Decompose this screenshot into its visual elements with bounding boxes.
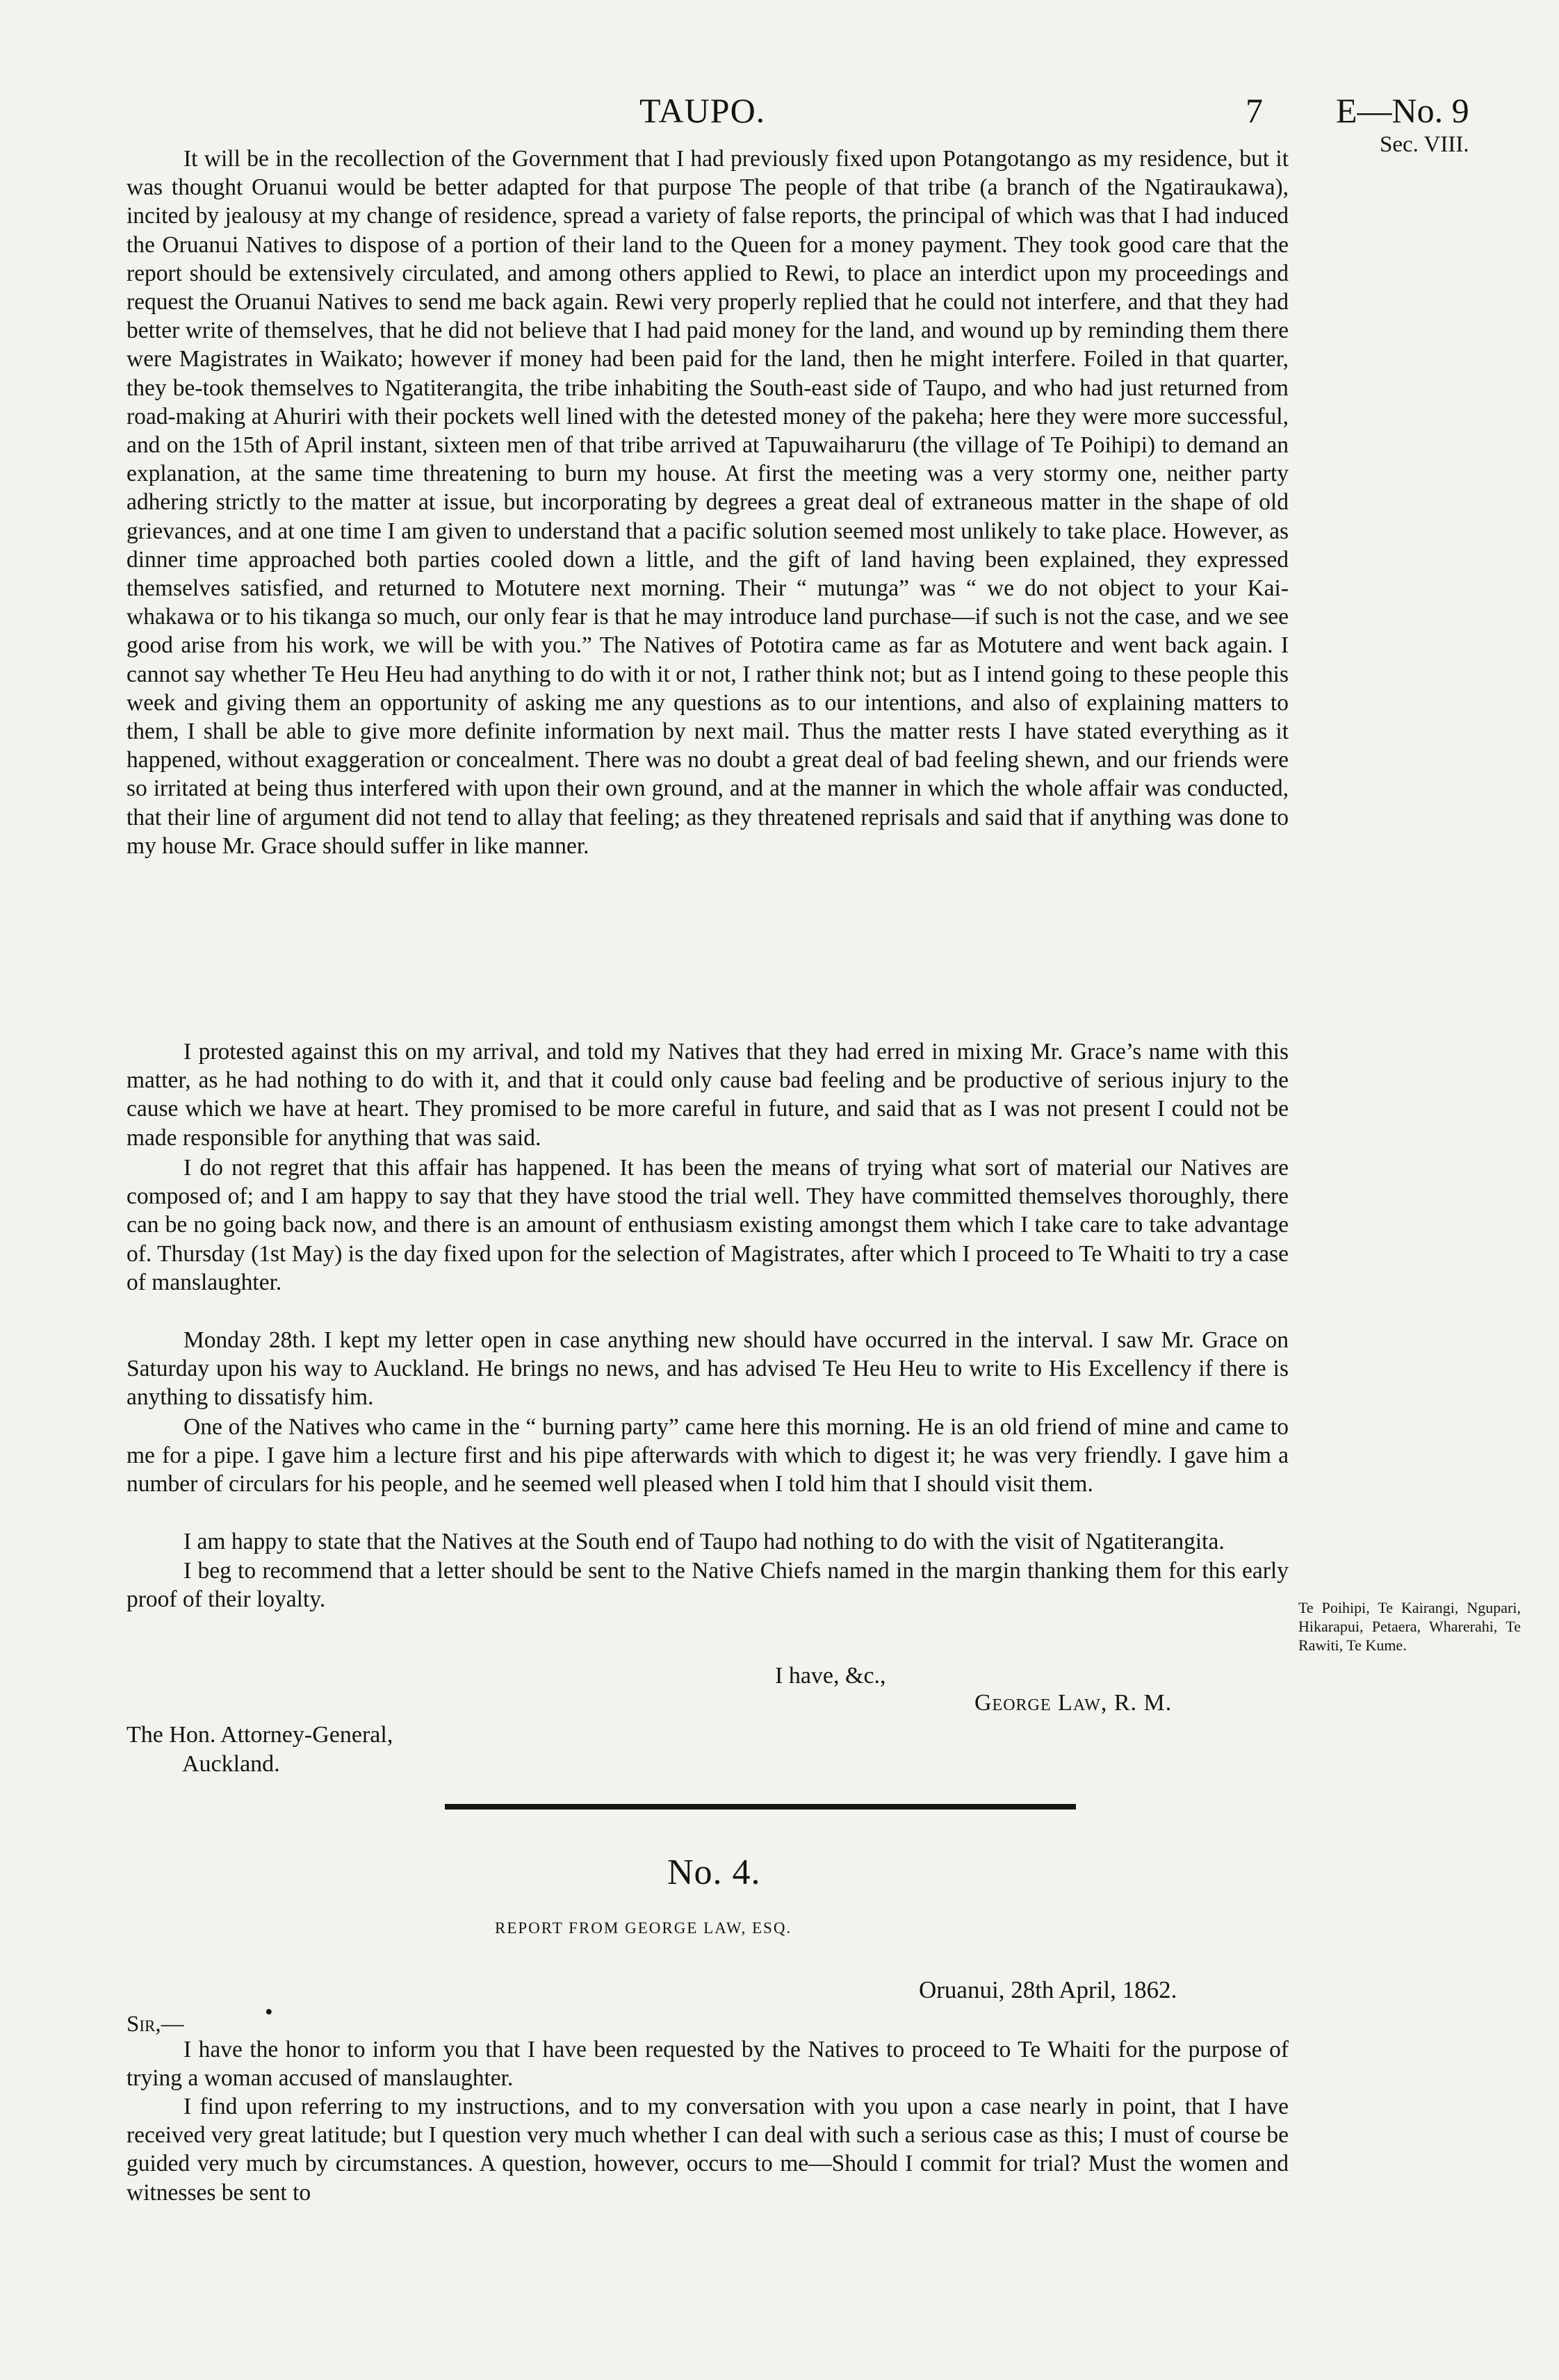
salutation-text: Sir,— — [126, 2012, 184, 2037]
addressee-title: The Hon. Attorney-General, — [126, 1722, 393, 1748]
section-label: Sec. VIII. — [1380, 132, 1469, 157]
addressee-place: Auckland. — [182, 1751, 280, 1777]
letter-paragraph-5: One of the Natives who came in the “ burning party” came here this morning. He is an old friend of mine and came to me for a pipe. I gave him a lecture first and his pipe afterwards with which to digest it; he was very friendly. I gave him a number of circulars for his people, and he seemed well pleased when I told him that I should visit them. — [126, 1414, 1289, 1497]
letter-paragraph-4: Monday 28th. I kept my letter open in case anything new should have occurred in the interval. I saw Mr. Grace on Saturday upon his way to Auckland. He brings no news, and has advised Te Heu Heu to write to His Excellency if there is anything to dissatisfy him. — [126, 1327, 1289, 1411]
salutation — [126, 2012, 184, 2037]
document-reference: E—No. 9 — [1336, 91, 1469, 130]
letter-closing: I have, &c., — [775, 1663, 886, 1689]
margin-note: Te Poihipi, Te Kairangi, Ngupari, Hikarapui, Petaera, Wharerahi, Te Rawiti, Te Kume. — [1298, 1599, 1521, 1654]
page-number: 7 — [1246, 91, 1263, 130]
section-subheading: REPORT FROM GEORGE LAW, ESQ. — [495, 1919, 792, 1937]
letter-signature: George Law, R. M. — [974, 1690, 1173, 1716]
letter-paragraph-2: I protested against this on my arrival, and told my Natives that they had erred in mixing Mr. Grace’s name with this matter, as he had nothing to do with it, and that it could only cause bad feeling and be productive of serious injury to the cause which we have at heart. They promised to be more careful in future, and said that as I was not present I could not be made responsible for anything that was said. — [126, 1039, 1289, 1151]
section-divider — [445, 1804, 1076, 1809]
report-paragraph-2: I find upon referring to my instructions, and to my conversation with you upon a case nearly in point, that I have received very great latitude; but I question very much whether I can deal with such a serious case as this; I must of course be guided very much by circumstances. A question, however, occurs to me—Should I commit for trial? Must the women and witnesses be sent to — [126, 2094, 1289, 2206]
print-speck: • — [265, 2000, 273, 2025]
letter-paragraph-7: I beg to recommend that a letter should be sent to the Native Chiefs named in the margin thanking them for this early proof of their loyalty. — [126, 1558, 1289, 1613]
letter-date: Oruanui, 28th April, 1862. — [919, 1976, 1177, 2003]
running-title: TAUPO. — [639, 91, 766, 130]
report-paragraph-1: I have the honor to inform you that I have been requested by the Natives to proceed to Te Whaiti for the purpose of trying a woman accused of manslaughter. — [126, 2037, 1289, 2092]
letter-paragraph-6: I am happy to state that the Natives at the South end of Taupo had nothing to do with the visit of Ngatiterangita. — [183, 1529, 1225, 1554]
letter-paragraph-1: It will be in the recollection of the Government that I had previously fixed upon Potangotango as my residence, but it was thought Oruanui would be better adapted for that purpose The people of that tribe (a branch of the Ngatiraukawa), incited by jealousy at my change of residence, spread a variety of false reports, the principal of which was that I had induced the Oruanui Natives to dispose of a portion of their land to the Queen for a money payment. They took good care that the report should be extensively circulated, and among others applied to Rewi, to place an interdict upon my proceedings and request the Oruanui Natives to send me back again. Rewi very properly replied that he could not interfere, and that they had better write of themselves, that he did not believe that I had paid money for the land, and wound up by reminding them there were Magistrates in Waikato; however if money had been paid for the land, then he might interfere. Foiled in that quarter, they be-took themselves to Ngatiterangita, the tribe inhabiting the South-east side of Taupo, and who had just returned from road-making at Ahuriri with their pockets well lined with the detested money of the pakeha; here they were more successful, and on the 15th of April instant, sixteen men of that tribe arrived at Tapuwaiharuru (the village of Te Poihipi) to demand an explanation, at the same time threatening to burn my house. At first the meeting was a very stormy one, neither party adhering strictly to the matter at issue, but incorporating by degrees a great deal of extraneous matter in the shape of old grievances, and at one time I am given to understand that a pacific solution seemed most unlikely to take place. However, as dinner time approached both parties cooled down a little, and the gift of land having been explained, they expressed themselves satisfied, and returned to Motutere next morning. Their “ mutunga” was “ we do not object to your Kai-whakawa or to his tikanga so much, our only fear is that he may introduce land purchase—if such is not the case, and we see good arise from his work, we will be with you.” The Natives of Pototira came as far as Motutere and went back again. I cannot say whether Te Heu Heu had anything to do with it or not, I rather think not; but as I intend going to these people this week and giving them an opportunity of asking me any questions as to our intentions, and also of explaining matters to them, I shall be able to give more definite information by next mail. Thus the matter rests I have stated everything as it happened, without exaggeration or concealment. There was no doubt a great deal of bad feeling shewn, and our friends were so irritated at being thus interfered with upon their own ground, and at the manner in which the whole affair was conducted, that their line of argument did not tend to allay that feeling; as they threatened reprisals and said that if anything was done to my house Mr. Grace should suffer in like manner. — [126, 146, 1289, 859]
letter-paragraph-3: I do not regret that this affair has happened. It has been the means of trying what sort of material our Natives are composed of; and I am happy to say that they have stood the trial well. They have committed themselves thoroughly, there can be no going back now, and there is an amount of enthusiasm existing amongst them which I take care to take advantage of. Thursday (1st May) is the day fixed upon for the selection of Magistrates, after which I proceed to Te Whaiti to try a case of manslaughter. — [126, 1155, 1289, 1295]
section-heading: No. 4. — [667, 1853, 761, 1892]
